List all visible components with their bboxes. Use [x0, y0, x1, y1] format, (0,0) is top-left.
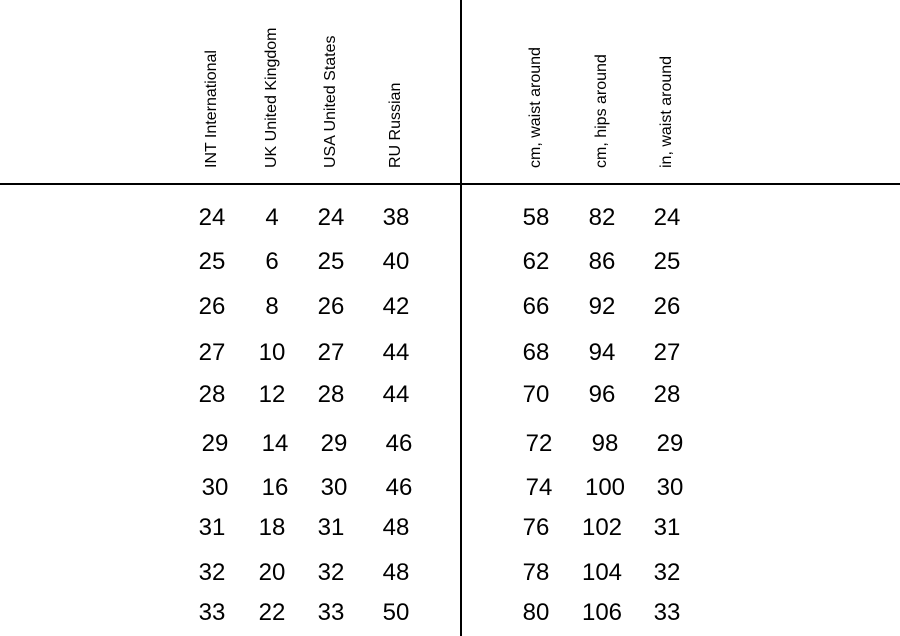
cell-int: 24 — [198, 204, 226, 231]
cell-int: 29 — [201, 430, 229, 457]
cell-cm-hips: 100 — [584, 474, 626, 501]
cell-int: 28 — [198, 381, 226, 408]
cell-uk: 12 — [258, 381, 286, 408]
cell-cm-hips: 96 — [588, 381, 616, 408]
cell-ru: 46 — [385, 430, 413, 457]
cell-uk: 16 — [261, 474, 289, 501]
cell-cm-hips: 98 — [591, 430, 619, 457]
cell-cm-hips: 82 — [588, 204, 616, 231]
cell-cm-hips: 106 — [581, 599, 623, 626]
header-cm-hips-around: cm, hips around — [593, 54, 610, 168]
cell-in-waist: 29 — [656, 430, 684, 457]
cell-cm-hips: 94 — [588, 339, 616, 366]
cell-in-waist: 33 — [653, 599, 681, 626]
cell-in-waist: 25 — [653, 248, 681, 275]
cell-usa: 28 — [317, 381, 345, 408]
cell-ru: 48 — [382, 514, 410, 541]
cell-usa: 30 — [320, 474, 348, 501]
cell-ru: 44 — [382, 381, 410, 408]
cell-int: 33 — [198, 599, 226, 626]
cell-usa: 24 — [317, 204, 345, 231]
header-int-international: INT International — [203, 50, 220, 168]
header-ru-russian: RU Russian — [387, 82, 404, 168]
cell-cm-waist: 68 — [522, 339, 550, 366]
cell-cm-waist: 70 — [522, 381, 550, 408]
cell-usa: 25 — [317, 248, 345, 275]
cell-uk: 18 — [258, 514, 286, 541]
cell-cm-waist: 58 — [522, 204, 550, 231]
cell-cm-hips: 104 — [581, 559, 623, 586]
cell-ru: 42 — [382, 293, 410, 320]
header-cm-waist-around: cm, waist around — [527, 47, 544, 168]
cell-int: 32 — [198, 559, 226, 586]
cell-uk: 14 — [261, 430, 289, 457]
column-group-divider-line — [460, 0, 462, 636]
cell-usa: 26 — [317, 293, 345, 320]
cell-cm-waist: 74 — [525, 474, 553, 501]
cell-usa: 29 — [320, 430, 348, 457]
cell-ru: 40 — [382, 248, 410, 275]
cell-in-waist: 24 — [653, 204, 681, 231]
cell-cm-hips: 102 — [581, 514, 623, 541]
cell-in-waist: 32 — [653, 559, 681, 586]
cell-cm-waist: 62 — [522, 248, 550, 275]
cell-cm-waist: 66 — [522, 293, 550, 320]
cell-in-waist: 31 — [653, 514, 681, 541]
header-in-waist-around: in, waist around — [658, 55, 675, 168]
cell-cm-waist: 80 — [522, 599, 550, 626]
cell-usa: 32 — [317, 559, 345, 586]
cell-uk: 6 — [265, 248, 279, 275]
cell-cm-waist: 72 — [525, 430, 553, 457]
cell-cm-waist: 78 — [522, 559, 550, 586]
cell-usa: 33 — [317, 599, 345, 626]
cell-cm-waist: 76 — [522, 514, 550, 541]
cell-ru: 38 — [382, 204, 410, 231]
header-uk-united-kingdom: UK United Kingdom — [263, 27, 280, 168]
cell-in-waist: 28 — [653, 381, 681, 408]
cell-int: 27 — [198, 339, 226, 366]
cell-uk: 8 — [265, 293, 279, 320]
cell-ru: 50 — [382, 599, 410, 626]
cell-int: 26 — [198, 293, 226, 320]
cell-in-waist: 26 — [653, 293, 681, 320]
cell-int: 30 — [201, 474, 229, 501]
cell-uk: 20 — [258, 559, 286, 586]
cell-uk: 4 — [265, 204, 279, 231]
header-divider-line — [0, 183, 900, 185]
cell-cm-hips: 92 — [588, 293, 616, 320]
header-usa-united-states: USA United States — [322, 35, 339, 168]
cell-int: 25 — [198, 248, 226, 275]
cell-uk: 10 — [258, 339, 286, 366]
cell-ru: 44 — [382, 339, 410, 366]
cell-uk: 22 — [258, 599, 286, 626]
cell-in-waist: 30 — [656, 474, 684, 501]
cell-cm-hips: 86 — [588, 248, 616, 275]
cell-int: 31 — [198, 514, 226, 541]
cell-usa: 27 — [317, 339, 345, 366]
cell-ru: 46 — [385, 474, 413, 501]
cell-ru: 48 — [382, 559, 410, 586]
cell-usa: 31 — [317, 514, 345, 541]
cell-in-waist: 27 — [653, 339, 681, 366]
